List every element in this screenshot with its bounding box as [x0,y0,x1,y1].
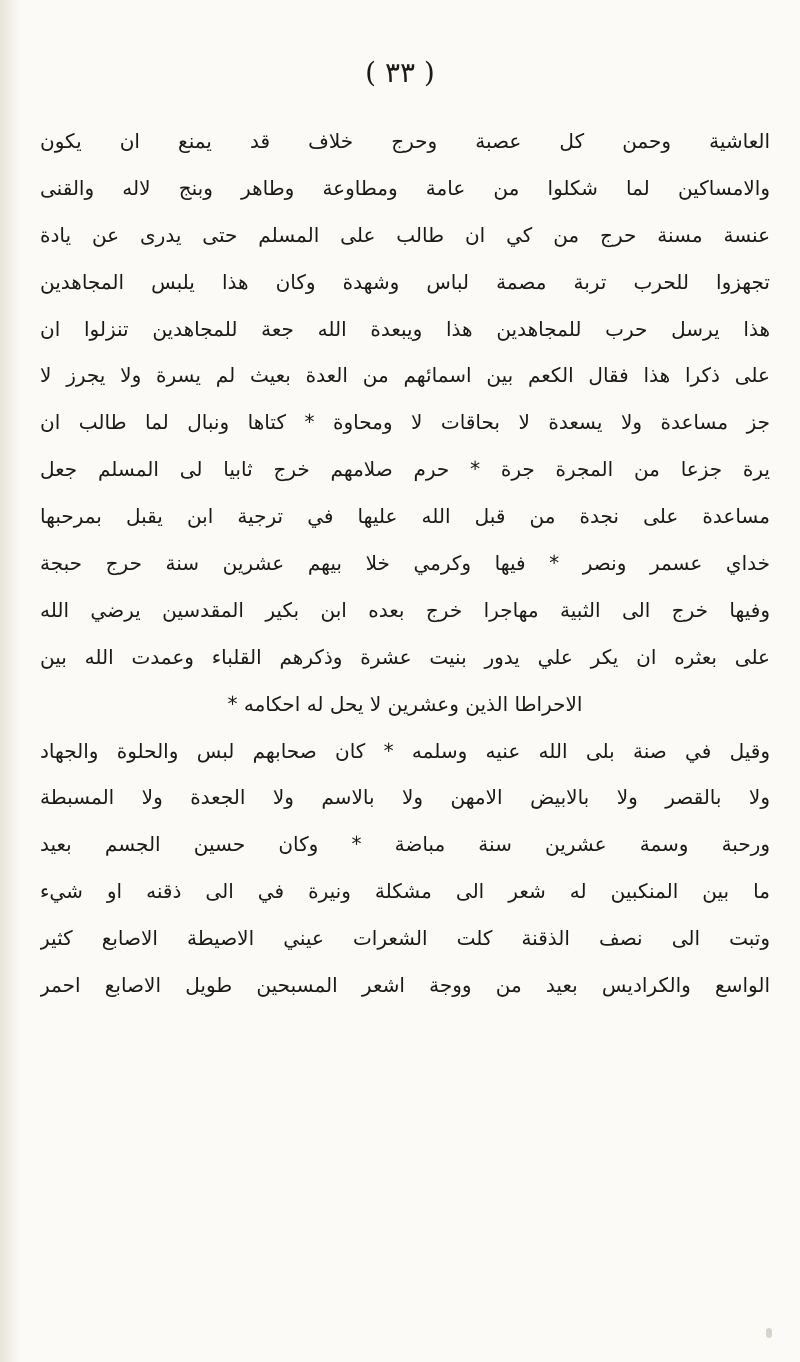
text-line: على بعثره ان يكر علي يدور بنيت عشرة وذكرهم القلباء وعمدت الله بين [40,644,770,669]
text-line: يرة جزعا من المجرة جرة * حرم صلامهم خرج ثابيا لى المسلم جعل [40,457,770,482]
text-line: وتبت الى نصف الذقنة كلت الشعرات عيني الاصيطة الاصابع كثير [40,926,770,951]
text-line: تجهزوا للحرب تربة مصمة لباس وشهدة وكان هذا يلبس المجاهدين [40,269,770,294]
page-number: ( ٣٣ ) [365,56,435,89]
text-line: الواسع والكراديس بعيد من ووجة اشعر المسبحين طويل الاصابع احمر [40,973,770,998]
text-line: عنسة مسنة حرج من كي ان طالب على المسلم حتى يدرى عن يادة [40,222,770,247]
text-line: هذا يرسل حرب للمجاهدين هذا ويبعدة الله جعة للمجاهدين تنزلوا ان [40,316,770,341]
text-line: ولا بالقصر ولا بالابيض الامهن ولا بالاسم ولا الجعدة ولا المسبطة [40,785,770,810]
text-line: والامساكين لما شكلوا من عامة ومطاوعة وطاهر وبنج لاله والقنى [40,175,770,200]
page-binding-shadow [0,0,20,1362]
text-line: الاحراطا الذين وعشرين لا يحل له احكامه * [227,691,583,716]
text-line: وقيل في صنة بلى الله عنيه وسلمه * كان صحابهم لبس والحلوة والجهاد [40,738,770,763]
text-line: ورحبة وسمة عشرين سنة مباضة * وكان حسين الجسم بعيد [40,832,770,857]
text-line: وفيها خرج الى الثبية مهاجرا خرج بعده ابن بكير المقدسين يرضي الله [40,597,770,622]
text-line: ما بين المنكبين له شعر الى مشكلة ونيرة في الى ذقنه او شيء [40,879,770,904]
text-line: خداي عسمر ونصر * فيها وكرمي خلا بيهم عشرين سنة حرج حبجة [40,551,770,576]
text-line: على ذكرا هذا فقال الكعم بين اسمائهم من العدة بعيث لم يسرة ولا يجرز لا [40,363,770,388]
paper-speck [766,1328,772,1338]
text-line: مساعدة على نجدة من قبل الله عليها في ترجية ابن يقبل بمرحبها [40,504,770,529]
page-body-text [40,118,770,1009]
text-line: العاشية وحمن كل عصبة وحرج خلاف قد يمنع ان يكون [40,129,770,153]
text-line: جز مساعدة ولا يسعدة لا بحاقات لا ومحاوة * كتاها ونبال لما طالب ان [40,410,770,435]
